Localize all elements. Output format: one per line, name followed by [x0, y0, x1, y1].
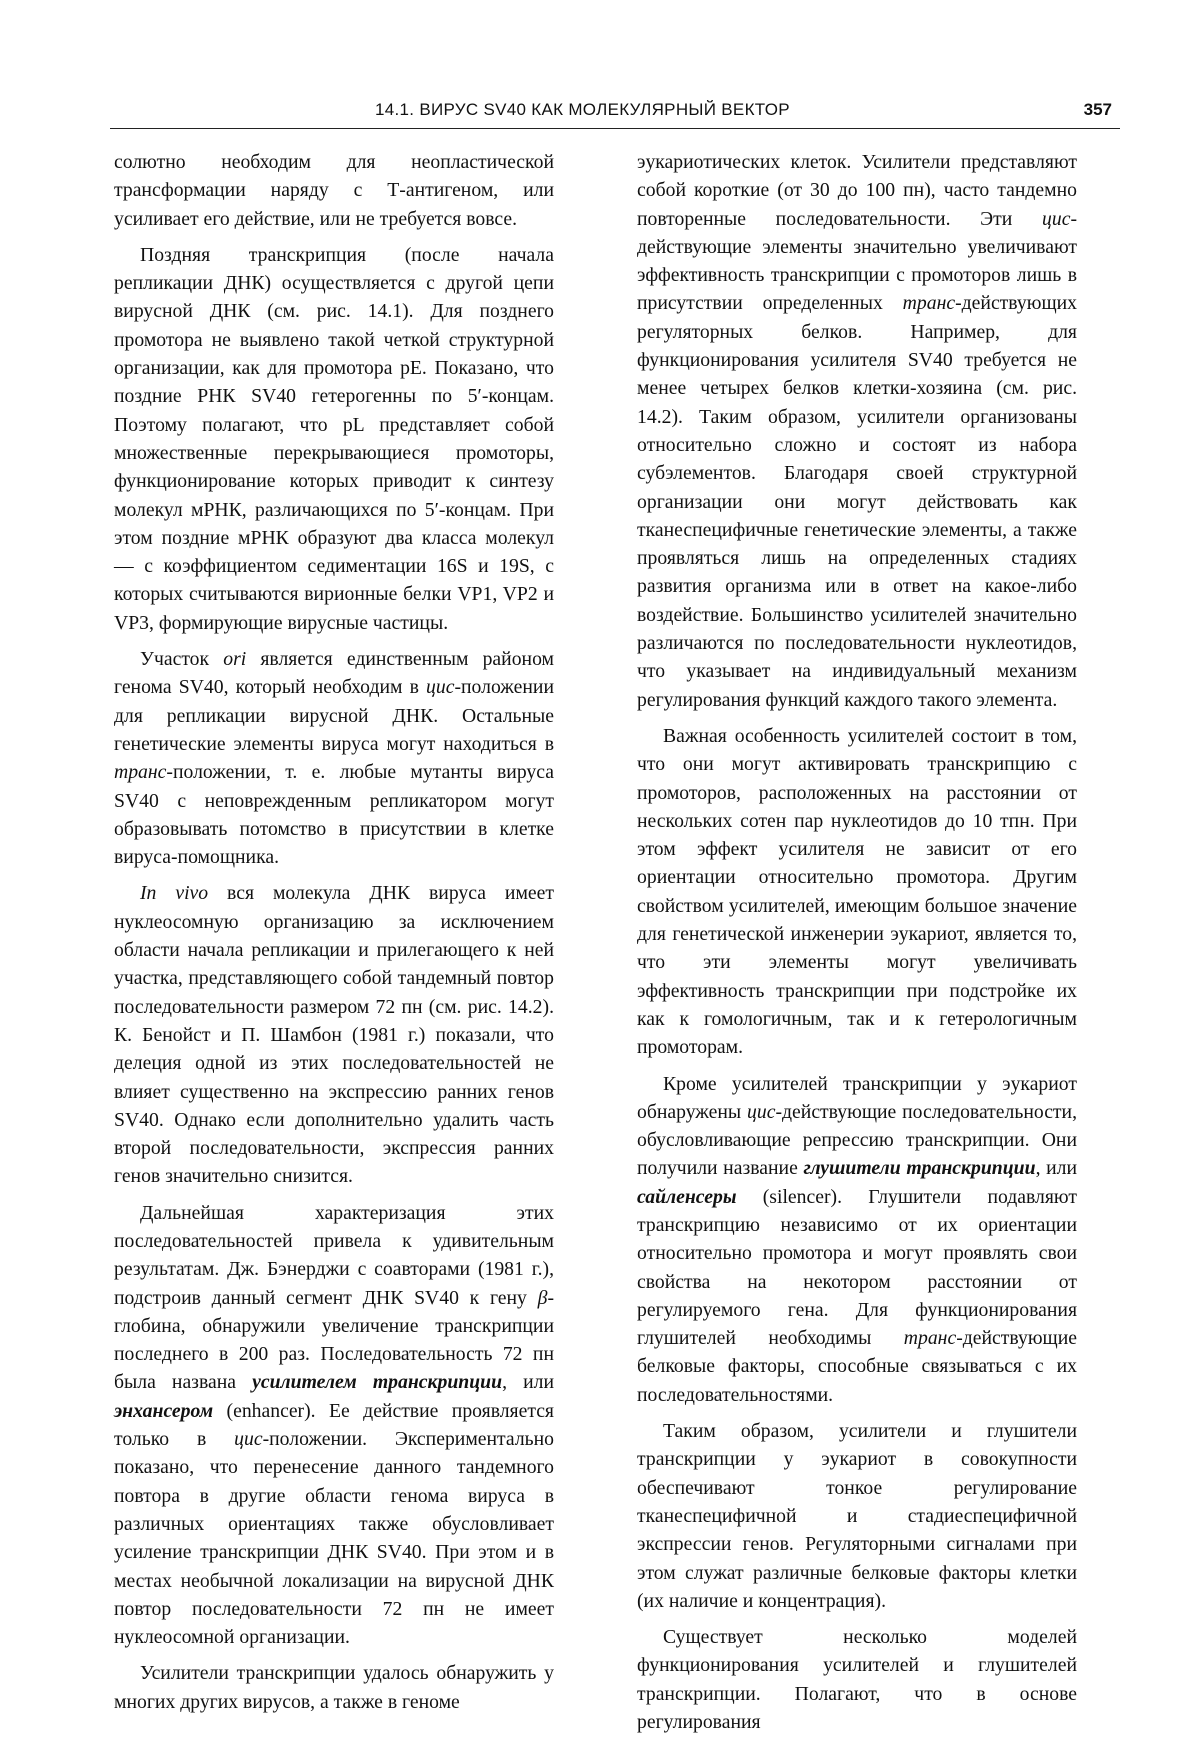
right-column [637, 148, 1077, 1736]
bold-term: усилителем транскрипции [252, 1371, 503, 1394]
left-column [114, 148, 554, 1716]
bold-term: сайленсеры [637, 1185, 737, 1208]
page-number: 357 [1083, 100, 1112, 119]
italic-term: транс [902, 292, 956, 315]
paragraph: Важная особенность усилителей состоит в том, что они могут активировать транскрипцию с промоторов, расположенных на расстоянии от нескольких сотен пар нуклеотидов до 10 тпн. При этом эффект усилителя не зависит от его ориентации относительно промотора. Другим свойством усилителей, имеющим большое значение для генетической инженерии эукариот, является то, что эти элементы могут увеличивать эффективность транскрипции при подстройке их как к гомологичным, так и к гетерологичным промоторам. [637, 724, 1077, 1059]
paragraph: Поздняя транскрипция (после начала репликации ДНК) осуществляется с другой цепи вирусной ДНК (см. рис. 14.1). Для позднего промотора не выявлено такой четкой структурной организации, как для промотора pE. Показано, что поздние РНК SV40 гетерогенны по 5′-концам. Поэтому полагают, что pL представляет собой множественные перекрывающиеся промоторы, функционирование которых приводит к синтезу молекул мРНК, различающихся по 5′-концам. При этом поздние мРНК образуют два класса молекул — с коэффициентом седиментации 16S и 19S, с которых считываются вирионные белки VP1, VP2 и VP3, формирующие вирусные частицы. [114, 243, 554, 634]
italic-term: β [537, 1286, 548, 1309]
paragraph: Таким образом, усилители и глушители транскрипции у эукариот в совокупности обеспечивают тонкое регулирование тканеспецифичной и стадиеспецифичной экспрессии генов. Регуляторными сигналами при этом служат различные белковые факторы клетки (их наличие и концентрация). [637, 1420, 1077, 1612]
paragraph: Усилители транскрипции удалось обнаружить у многих других вирусов, а также в геноме [114, 1662, 554, 1713]
bold-term: глушители транскрипции [803, 1157, 1036, 1180]
paragraph: Дальнейшая характеризация этих последовательностей привела к удивительным результатам. Дж. Бэнерджи с соавторами (1981 г.), подстроив данный сегмент ДНК SV40 к гену β-глобина, обнаружили увеличение транскрипции последнего в 200 раз. Последовательность 72 пн была названа усилителем транскрипции, или энхансером (enhancer). Ее действие проявляется только в цис-положении. Экспериментально показано, что перенесение данного тандемного повтора в другие области генома вируса в различных ориентациях также обусловливает усиление транскрипции ДНК SV40. При этом и в местах необычной локализации на вирусной ДНК повтор последовательности 72 пн не имеет нуклеосомной организации. [114, 1201, 554, 1649]
italic-term: цис [1042, 207, 1071, 230]
paragraph: эукариотических клеток. Усилители представляют собой короткие (от 30 до 100 пн), часто тандемно повторенные последовательности. Эти цис-действующие элементы значительно увеличивают эффективность транскрипции с промоторов лишь в присутствии определенных транс-действующих регуляторных белков. Например, для функционирования усилителя SV40 требуется не менее четырех белков клетки-хозяина (см. рис. 14.2). Таким образом, усилители организованы относительно сложно и состоят из набора субэлементов. Благодаря своей структурной организации они могут действовать как тканеспецифичные генетические элементы, а также проявляться лишь на определенных стадиях развития организма или в ответ на какое-либо воздействие. Большинство усилителей значительно различаются по последовательности нуклеотидов, что указывает на индивидуальный механизм регулирования функций каждого такого элемента. [637, 151, 1077, 711]
paragraph: In vivo вся молекула ДНК вируса имеет нуклеосомную организацию за исключением области начала репликации и прилегающего к ней участка, представляющего собой тандемный повтор последовательности размером 72 пн (см. рис. 14.2). К. Бенойст и П. Шамбон (1981 г.) показали, что делеция одной из этих последовательностей не влияет существенно на экспрессию ранних генов SV40. Однако если дополнительно удалить часть второй последовательности, экспрессия ранних генов значительно снизится. [114, 882, 554, 1188]
italic-term: цис [234, 1428, 263, 1451]
paragraph: Существует несколько моделей функционирования усилителей и глушителей транскрипции. Полагают, что в основе регулирования [637, 1626, 1077, 1734]
bold-term: энхансером [114, 1399, 214, 1422]
italic-term: транс [114, 761, 167, 784]
italic-term: цис [426, 676, 455, 699]
running-header [110, 92, 1120, 129]
italic-term: цис [747, 1100, 776, 1123]
running-title: 14.1. ВИРУС SV40 КАК МОЛЕКУЛЯРНЫЙ ВЕКТОР [375, 100, 790, 119]
italic-term: ori [223, 648, 247, 671]
paragraph: Участок ori является единственным районом генома SV40, который необходим в цис-положении для репликации вирусной ДНК. Остальные генетические элементы вируса могут находиться в транс-положении, т. е. любые мутанты вируса SV40 с неповрежденным репликатором могут образовывать потомство в присутствии в клетке вируса-помощника. [114, 648, 554, 869]
italic-term: транс [903, 1327, 957, 1350]
italic-term: In vivo [140, 882, 209, 905]
paragraph: солютно необходим для неопластической трансформации наряду с Т-антигеном, или усиливает его действие, или не требуется вовсе. [114, 151, 554, 230]
paragraph: Кроме усилителей транскрипции у эукариот обнаружены цис-действующие последовательности, обусловливающие репрессию транскрипции. Они получили название глушители транскрипции, или сайленсеры (silencer). Глушители подавляют транскрипцию независимо от их ориентации относительно промотора и могут проявлять свои свойства на некотором расстоянии от регулируемого гена. Для функционирования глушителей необходимы транс-действующие белковые факторы, способные связываться с их последовательностями. [637, 1072, 1077, 1406]
